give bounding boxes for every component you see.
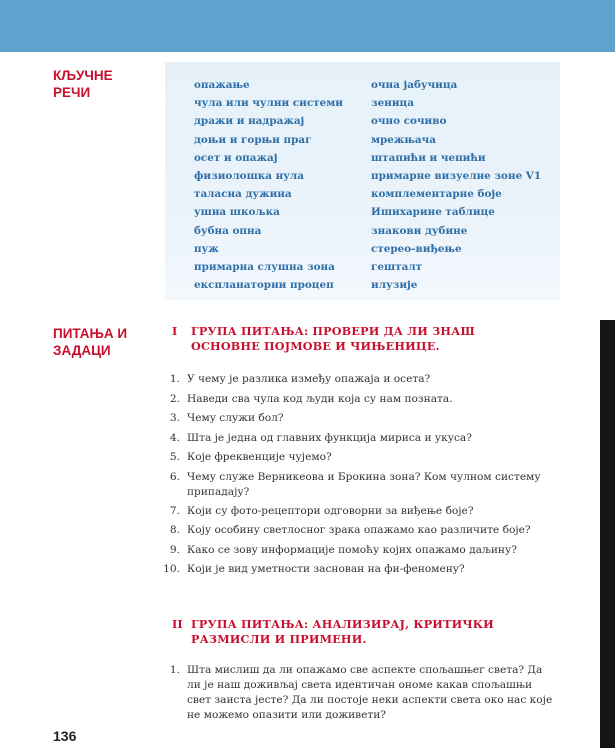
- keywords-right-column: [371, 76, 541, 294]
- keyword: пуж: [194, 242, 219, 255]
- question-number: 2.: [169, 392, 180, 405]
- page-number: 136: [53, 728, 77, 744]
- list-item: [160, 431, 555, 451]
- question-number: 7.: [169, 504, 180, 517]
- question-number: 6.: [169, 470, 180, 483]
- list-item: [160, 523, 555, 543]
- list-item: [160, 470, 555, 504]
- tasks-label: [53, 325, 127, 359]
- keyword: гешталт: [371, 260, 423, 273]
- group2-question-list: [160, 663, 555, 723]
- keyword: зеница: [371, 97, 414, 110]
- list-item: [160, 562, 555, 582]
- keywords-left-column: [194, 76, 343, 294]
- keywords-label: [53, 67, 113, 101]
- keyword: физиолошка нула: [194, 169, 304, 182]
- tasks-label-line: ПИТАЊА И: [53, 326, 128, 341]
- keyword: осет и опажај: [194, 151, 278, 164]
- group1-title: ГРУПА ПИТАЊА: ПРОВЕРИ ДА ЛИ ЗНАШ ОСНОВНЕ ПОЈМОВЕ И ЧИЊЕНИЦЕ.: [191, 324, 475, 353]
- page-edge-bar: [600, 320, 615, 748]
- keyword: ушна шкољка: [194, 206, 280, 219]
- question-text: Чему служи бол?: [187, 412, 284, 424]
- question-number: 5.: [169, 451, 180, 463]
- keyword: таласна дужина: [194, 188, 292, 201]
- keyword: бубна опна: [194, 224, 262, 237]
- question-number: 1.: [169, 373, 180, 385]
- question-text: Шта мислиш да ли опажамо све аспекте спољашњег света? Да ли је наш доживљај света идентичан ономе какав спољашњи свет заиста јесте? Да ли постоје неки аспекти света око нас које не можемо опазити или доживети?: [187, 664, 553, 721]
- list-item: [160, 411, 555, 431]
- question-number: 1.: [169, 664, 180, 676]
- list-item: [160, 450, 555, 470]
- question-text: Чему служе Верникеова и Брокина зона? Ком чулном систему припадају?: [187, 470, 541, 498]
- keyword: очна јабучица: [371, 79, 458, 91]
- group2-number: II: [172, 617, 183, 631]
- group2-title: ГРУПА ПИТАЊА: АНАЛИЗИРАЈ, КРИТИЧКИ РАЗМИСЛИ И ПРИМЕНИ.: [191, 617, 494, 646]
- question-text: Који је вид уметности заснован на фи-феномену?: [187, 563, 465, 575]
- keyword: илузије: [371, 279, 418, 292]
- question-text: Који су фото-рецептори одговорни за виђење боје?: [187, 504, 474, 517]
- keyword: знакови дубине: [371, 224, 468, 237]
- keyword: дражи и надражај: [194, 115, 305, 128]
- list-item: [160, 372, 555, 392]
- tasks-label-line: ЗАДАЦИ: [53, 343, 111, 358]
- keyword: чула или чулни системи: [194, 97, 343, 110]
- question-text: Које фреквенције чујемо?: [187, 451, 332, 463]
- keyword: опажање: [194, 79, 250, 91]
- keyword: доњи и горњи праг: [194, 133, 312, 146]
- list-item: [160, 392, 555, 412]
- question-number: 9.: [169, 543, 180, 556]
- question-text: Коју особину светлосног зрака опажамо као различите боје?: [187, 524, 531, 536]
- keyword: штапићи и чепићи: [371, 151, 486, 164]
- question-text: Наведи сва чула код људи која су нам позната.: [187, 392, 453, 405]
- list-item: [160, 543, 555, 563]
- list-item: [160, 663, 555, 723]
- list-item: [160, 504, 555, 524]
- question-number: 4.: [169, 431, 180, 444]
- question-number: 3.: [169, 412, 180, 424]
- keyword: мрежњача: [371, 133, 437, 146]
- keyword: примарне визуелне зоне V1: [371, 169, 542, 182]
- keywords-label-line: КЉУЧНЕ: [53, 68, 113, 83]
- keywords-label-line: РЕЧИ: [53, 85, 91, 100]
- question-text: У чему је разлика између опажаја и осета?: [187, 373, 431, 385]
- keyword: Ишихарине таблице: [371, 206, 495, 219]
- question-number: 8.: [169, 524, 180, 536]
- header-bar: [0, 0, 615, 52]
- group1-number: I: [172, 324, 178, 338]
- keyword: експланаторни процеп: [194, 279, 334, 292]
- question-text: Како се зову информације помоћу којих опажамо даљину?: [187, 543, 517, 556]
- keyword: примарна слушна зона: [194, 260, 335, 273]
- keyword: очно сочиво: [371, 115, 447, 128]
- question-text: Шта је једна од главних функција мириса и укуса?: [187, 431, 472, 444]
- keyword: комплементарне боје: [371, 188, 502, 201]
- group1-question-list: [160, 372, 555, 582]
- question-number: 10.: [163, 563, 180, 575]
- keyword: стерео-виђење: [371, 242, 462, 255]
